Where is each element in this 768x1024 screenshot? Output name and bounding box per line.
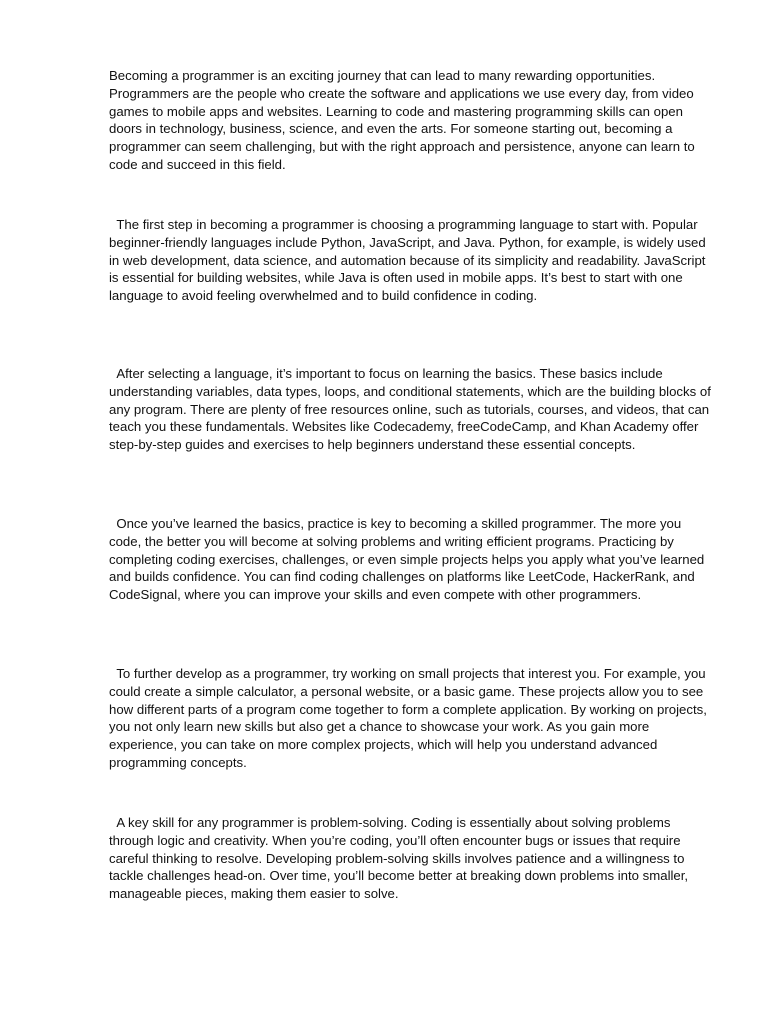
paragraph-practice: Once you’ve learned the basics, practice is key to becoming a skilled programmer. The more you code, the better you will become at solving problems and writing efficient programs. Practicing by completing coding exercises, challenges, or even simple projects helps you apply what you’ve learned and builds confidence. You can find coding challenges on platforms like LeetCode, HackerRank, and CodeSignal, where you can improve your skills and even compete with other programmers. [109, 516, 708, 603]
paragraph-intro: Becoming a programmer is an exciting journey that can lead to many rewarding opportunities. Programmers are the people who create the software and applications we use every day, from video games to mobile apps and websites. Learning to code and mastering programming skills can open doors in technology, business, science, and even the arts. For someone starting out, becoming a programmer can seem challenging, but with the right approach and persistence, anyone can learn to code and succeed in this field. [109, 68, 699, 172]
paragraph-problem-solving: A key skill for any programmer is problem-solving. Coding is essentially about solving problems through logic and creativity. When you’re coding, you’ll often encounter bugs or issues that require careful thinking to resolve. Developing problem-solving skills involves patience and a willingness to tackle challenges head-on. Over time, you’ll become better at breaking down problems into smaller, manageable pieces, making them easier to solve. [109, 815, 692, 902]
paragraph-choosing-language: The first step in becoming a programmer is choosing a programming language to start with. Popular beginner-friendly languages include Python, JavaScript, and Java. Python, for example, is widely used in web development, data science, and automation because of its simplicity and readability. JavaScript is essential for building websites, while Java is often used in mobile apps. It’s best to start with one language to avoid feeling overwhelmed and to build confidence in coding. [109, 217, 710, 304]
paragraph-projects: To further develop as a programmer, try working on small projects that interest you. For example, you could create a simple calculator, a personal website, or a basic game. These projects allow you to see how different parts of a program come together to form a complete application. By working on projects, you not only learn new skills but also get a chance to showcase your work. As you gain more experience, you can take on more complex projects, which will help you understand advanced programming concepts. [109, 666, 711, 770]
paragraph-learning-basics: After selecting a language, it’s important to focus on learning the basics. These basics include understanding variables, data types, loops, and conditional statements, which are the building blocks of any program. There are plenty of free resources online, such as tutorials, courses, and videos, that can teach you these fundamentals. Websites like Codecademy, freeCodeCamp, and Khan Academy offer step-by-step guides and exercises to help beginners understand these essential concepts. [109, 366, 715, 453]
